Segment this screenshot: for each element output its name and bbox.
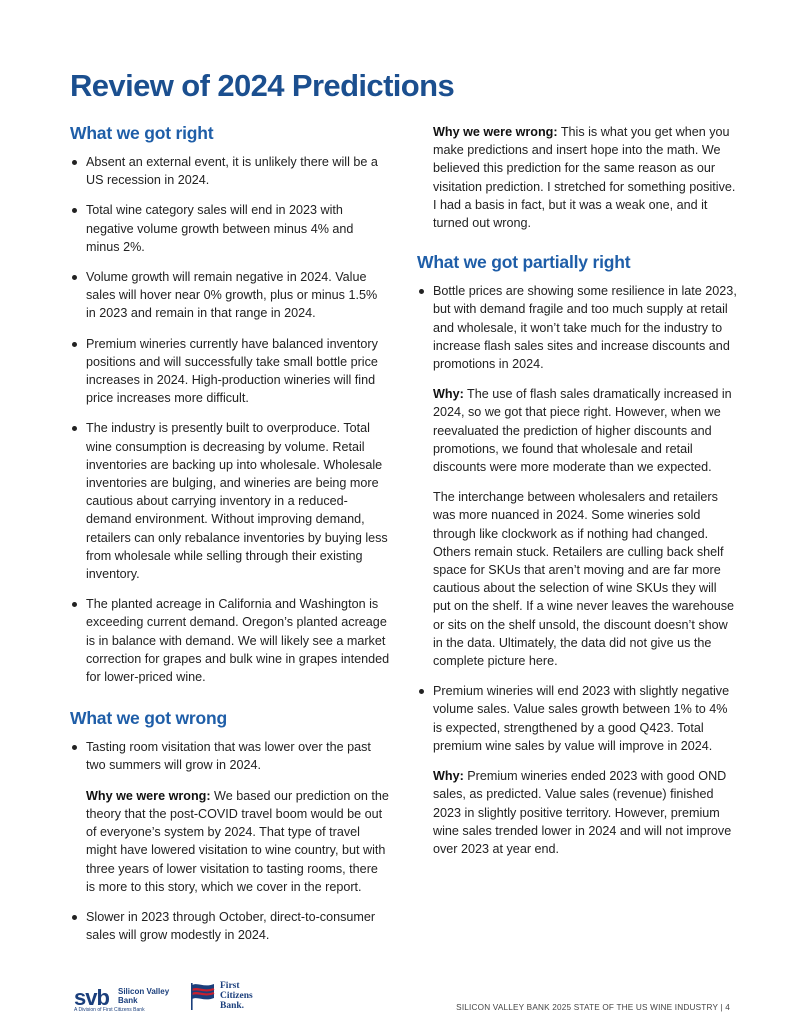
note-label: Why: [433, 387, 464, 402]
svb-logo-mark: svb [74, 985, 109, 1010]
got-right-list [70, 153, 390, 686]
note-text: The use of flash sales dramatically increased in 2024, so we got that piece right. However, when we reevaluated the prediction of higher discounts and promotions, we found that wholesale and retail discounts were more moderate than we expected. [433, 387, 732, 475]
list-item-text: Absent an external event, it is unlikely there will be a US recession in 2024. [86, 155, 378, 188]
explanation-note [433, 385, 737, 476]
list-item [70, 201, 390, 256]
list-item [417, 682, 737, 858]
right-column [417, 123, 737, 870]
list-item-text: Volume growth will remain negative in 2024. Value sales will hover near 0% growth, plus or minus 1.5% in 2023 and remain in that range in 2024. [86, 270, 378, 321]
got-wrong-list [70, 738, 390, 944]
section-heading-partially-right: What we got partially right [417, 252, 631, 273]
list-item-text: The industry is presently built to overproduce. Total wine consumption is decreasing by volume. Retail inventories are backing up into wholesale. Wholesale inventories are bulging, and wineries are being more cautious about carrying inventory in a reduced-demand environment. Without improving demand, retailers can only rebalance inventories by buying less from wholesale while selling through their existing inventory. [86, 421, 388, 582]
list-item [417, 282, 737, 670]
note-label: Why we were wrong: [433, 125, 558, 139]
list-item [70, 908, 390, 944]
spacer [70, 698, 390, 708]
list-item-text: Premium wineries will end 2023 with slightly negative volume sales. Value sales growth between 1% to 4% is expected, strengthened by a good Q423. Total premium wine sales by value will improve in 2024. [433, 684, 730, 753]
svb-logo [74, 985, 174, 1015]
page-footer [70, 981, 730, 1015]
svb-logo-name: Silicon Valley Bank [118, 987, 170, 1005]
first-citizens-logo [190, 981, 270, 1017]
list-item-text: Tasting room visitation that was lower over the past two summers will grow in 2024. [86, 740, 371, 773]
section-heading-got-right: What we got right [70, 123, 214, 143]
first-citizens-name: First Citizens Bank. [220, 981, 253, 1011]
list-item [70, 335, 390, 408]
list-item-text: Premium wineries currently have balanced inventory positions and will successfully take small bottle price increases in 2024. High-production wineries will find price increases more difficult. [86, 336, 378, 406]
list-item [70, 153, 390, 189]
list-item-text: Total wine category sales will end in 2023 with negative volume growth between minus 4% and minus 2%. [86, 203, 354, 254]
page-title: Review of 2024 Predictions [70, 68, 455, 103]
list-item-text: The planted acreage in California and Washington is exceeding current demand. Oregon’s planted acreage is in balance with demand. We will likely see a market correction for grapes and bulk wine in grapes intended for lower-priced wine. [86, 597, 390, 685]
list-item [70, 419, 390, 583]
note-label: Why: [433, 769, 464, 784]
explanation-note [433, 767, 737, 858]
note-label: Why we were wrong: [86, 788, 211, 803]
list-item [70, 268, 390, 323]
explanation-note [86, 787, 390, 896]
note-text: This is what you get when you make predictions and insert hope into the math. We believed this prediction for the same reason as our visitation prediction. I stretched for something positive. I had a basis in fact, but it was a weak one, and it turned out wrong. [433, 125, 736, 231]
flag-icon [190, 981, 216, 1011]
explanation-note-paragraph: The interchange between wholesalers and retailers was more nuanced in 2024. Some wineries sold through like clockwork as if nothing had changed. Others remain stuck. Retailers are culling back shelf space for SKUs that aren’t moving and are far more cautious about the selection of wine SKUs they will put on the shelf. If a wine never leaves the warehouse or sits on the shelf unsold, the discount doesn’t show in the data. Ultimately, the data did not give us the complete picture here. [433, 490, 735, 669]
note-text: Premium wineries ended 2023 with good OND sales, as predicted. Value sales (revenue) finished 2023 in slightly positive territory. However, premium wine sales trended lower in 2024 and will not improve over 2023 at year end. [433, 769, 732, 856]
note-text: We based our prediction on the theory that the post-COVID travel boom would be out of everyone’s system by 2024. That type of travel might have lowered visitation to wine country, but with three years of lower visitation to tasting rooms, there is more to this story, which we cover in the report. [86, 788, 389, 894]
left-column [70, 123, 390, 956]
explanation-note-continued [417, 123, 737, 232]
partially-right-list [417, 282, 737, 858]
section-heading-got-wrong: What we got wrong [70, 708, 227, 729]
list-item-text: Slower in 2023 through October, direct-to-consumer sales will grow modestly in 2024. [86, 909, 376, 943]
list-item-text: Bottle prices are showing some resilience in late 2023, but with demand fragile and too much supply at retail and wholesale, it won’t take much for the industry to increase flash sales sites and increase discounts and promotions in 2024. [433, 284, 737, 372]
footer-text: SILICON VALLEY BANK 2025 STATE OF THE US WINE INDUSTRY | 4 [456, 1003, 730, 1012]
svb-logo-subtitle: A Division of First Citizens Bank [74, 1007, 145, 1013]
list-item [70, 738, 390, 896]
list-item [70, 595, 390, 686]
